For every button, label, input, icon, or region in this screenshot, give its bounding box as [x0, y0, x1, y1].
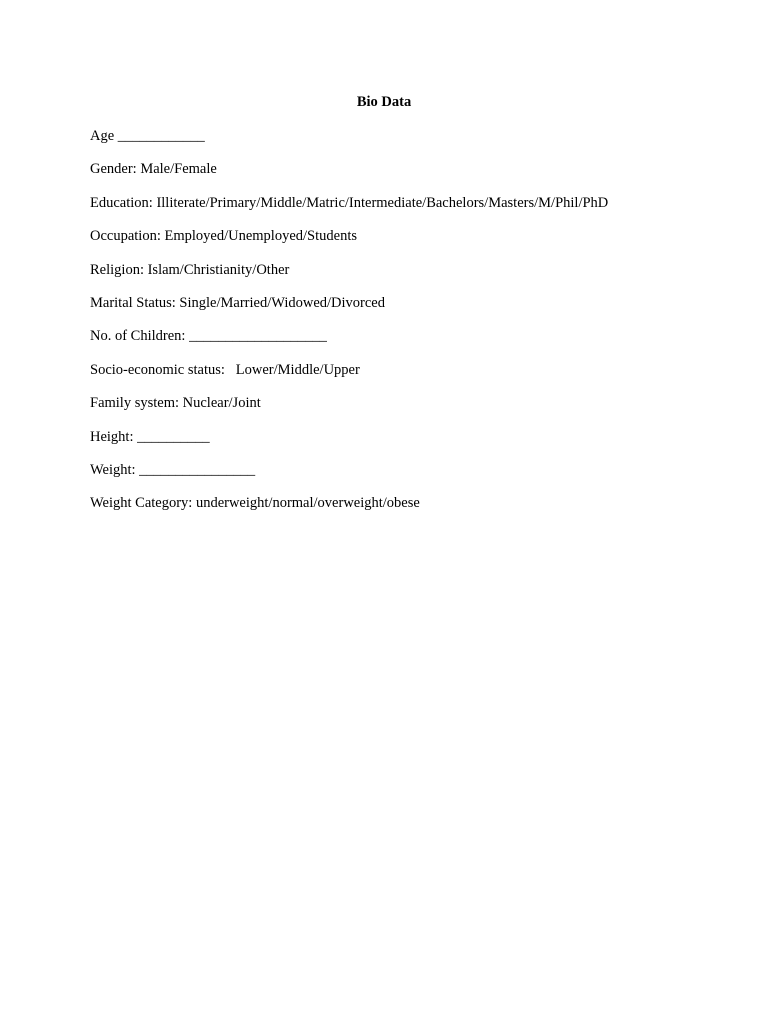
field-family-system: Family system: Nuclear/Joint: [90, 395, 261, 412]
field-age: Age ____________: [90, 128, 205, 144]
field-weight: Weight: ________________: [90, 461, 256, 478]
field-religion: Religion: Islam/Christianity/Other: [90, 261, 290, 278]
field-number-of-children: No. of Children: ___________________: [90, 328, 327, 345]
field-height: Height: __________: [90, 428, 210, 445]
field-weight-category: Weight Category: underweight/normal/overweight/obese: [90, 495, 420, 512]
field-occupation: Occupation: Employed/Unemployed/Students: [90, 228, 357, 245]
field-education: Education: Illiterate/Primary/Middle/Matric/Intermediate/Bachelors/Masters/M/Phil/PhD: [90, 194, 609, 211]
field-gender: Gender: Male/Female: [90, 161, 217, 178]
field-marital-status: Marital Status: Single/Married/Widowed/Divorced: [90, 294, 385, 311]
field-socio-economic-status: Socio-economic status: Lower/Middle/Upper: [90, 361, 360, 378]
bio-data-field-list: [90, 126, 730, 527]
document-title: Bio Data: [356, 94, 412, 110]
